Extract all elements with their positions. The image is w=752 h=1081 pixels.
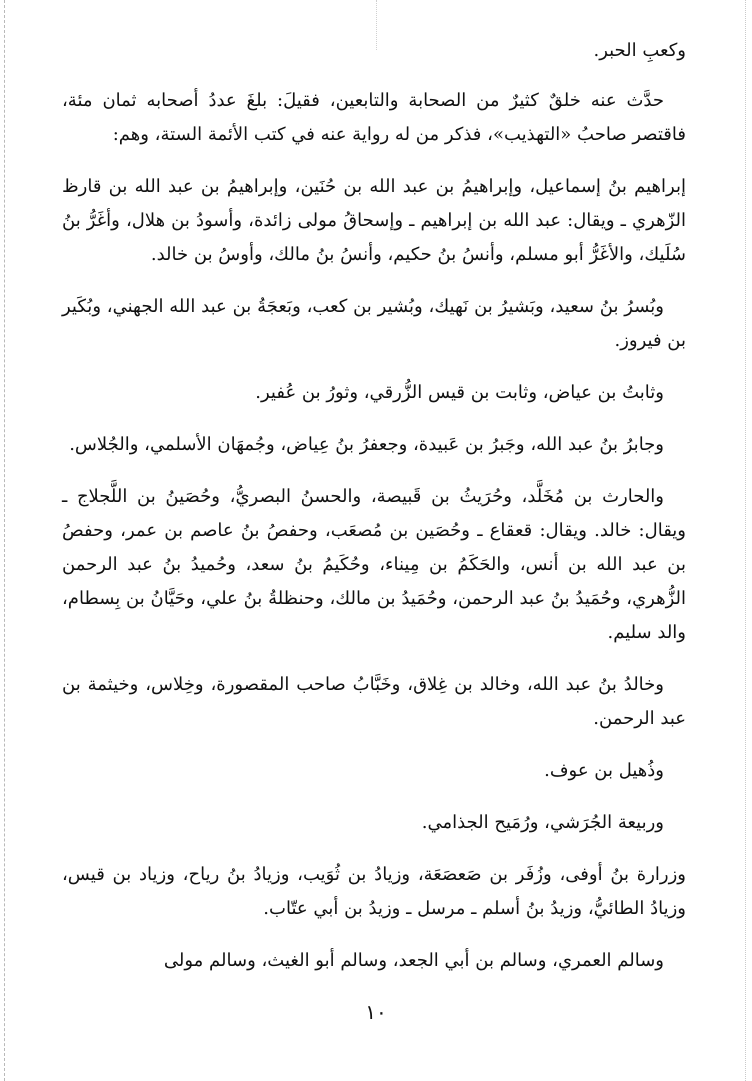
scan-edge-left [4,0,5,1081]
paragraph-continuation: وكعبِ الحبر. [593,40,686,61]
paragraph-sin: وسالم العمري، وسالم بن أبي الجعد، وسالم أبو الغيث، وسالم مولى [163,950,664,971]
paragraph-ha: والحارث بن مُخَلَّد، وحُرَيثُ بن قَبيصة، والحسنُ البصريُّ، وحُصَينُ بن اللَّجلاج ـ ويقال: خالد. ويقال: قعقاع ـ وحُصَين بن مُصعَب، وحفصُ بنُ عاصم بن عمر، وحفصُ بن عبد الله بن أنس، والحَكَمُ بن مِيناء، وحُكَيمُ بنُ سعد، وحُميدُ بنُ عبد الرحمن الزُّهري، وحُمَيدُ بنُ عبد الرحمن، وحُمَيدُ بن مالك، وحنظلةُ بنُ علي، وحَيَّانُ بن بِسطام، والد سليم. [62,486,686,643]
paragraph-intro: حدَّث عنه خلقٌ كثيرٌ من الصحابة والتابعين، فقيلَ: بلغَ عددُ أصحابه ثمان مئة، فاقتصر صاحبُ «التهذيب»، فذكر من له رواية عنه في كتب الأئمة الستة، وهم: [62,90,686,145]
paragraph-kha: وخالدُ بنُ عبد الله، وخالد بن غِلاق، وخَبَّابُ صاحب المقصورة، وخِلاس، وخيثمة بن عبد الرحمن. [62,674,686,729]
text-body [62,34,686,996]
paragraph-ra: وربيعة الجُرَشي، ورُمَيح الجذامي. [421,812,664,833]
paragraph-jim: وجابرُ بنُ عبد الله، وجَبرُ بن عَبيدة، وجعفرُ بنُ عِياض، وجُمهَان الأسلمي، والجُلاس. [69,434,664,455]
paragraph-dhal: وذُهيل بن عوف. [544,760,664,781]
paragraph-ba: وبُسرُ بنُ سعيد، وبَشيرُ بن نَهيك، وبُشير بن كعب، وبَعجَةُ بن عبد الله الجهني، وبُكَير بن فيروز. [62,296,686,351]
paragraph-alif: إبراهيم بنُ إسماعيل، وإبراهيمُ بن عبد الله بن حُنَين، وإبراهيمُ بن عبد الله بن قارظ الزّهري ـ ويقال: عبد الله بن إبراهيم ـ وإسحاقُ مولى زائدة، وأسودُ بن هلال، وأغَرُّ بنُ سُلَيك، والأغَرُّ أبو مسلم، وأنسُ بنُ حكيم، وأنسُ بنُ مالك، وأوسُ بن خالد. [62,176,686,265]
scan-edge-right [745,0,746,1081]
page-number: ١٠ [365,1000,387,1024]
paragraph-tha: وثابتُ بن عياض، وثابت بن قيس الزُّرقي، وثورُ بن عُفير. [255,382,664,403]
paragraph-zay: وزرارة بنُ أوفى، وزُفَر بن صَعصَعَة، وزيادُ بن ثُوَيب، وزيادُ بنُ رياح، وزياد بن قيس، وزيادُ الطائيُّ، وزيدُ بنُ أسلم ـ مرسل ـ وزيدُ بن أبي عتّاب. [62,864,686,919]
